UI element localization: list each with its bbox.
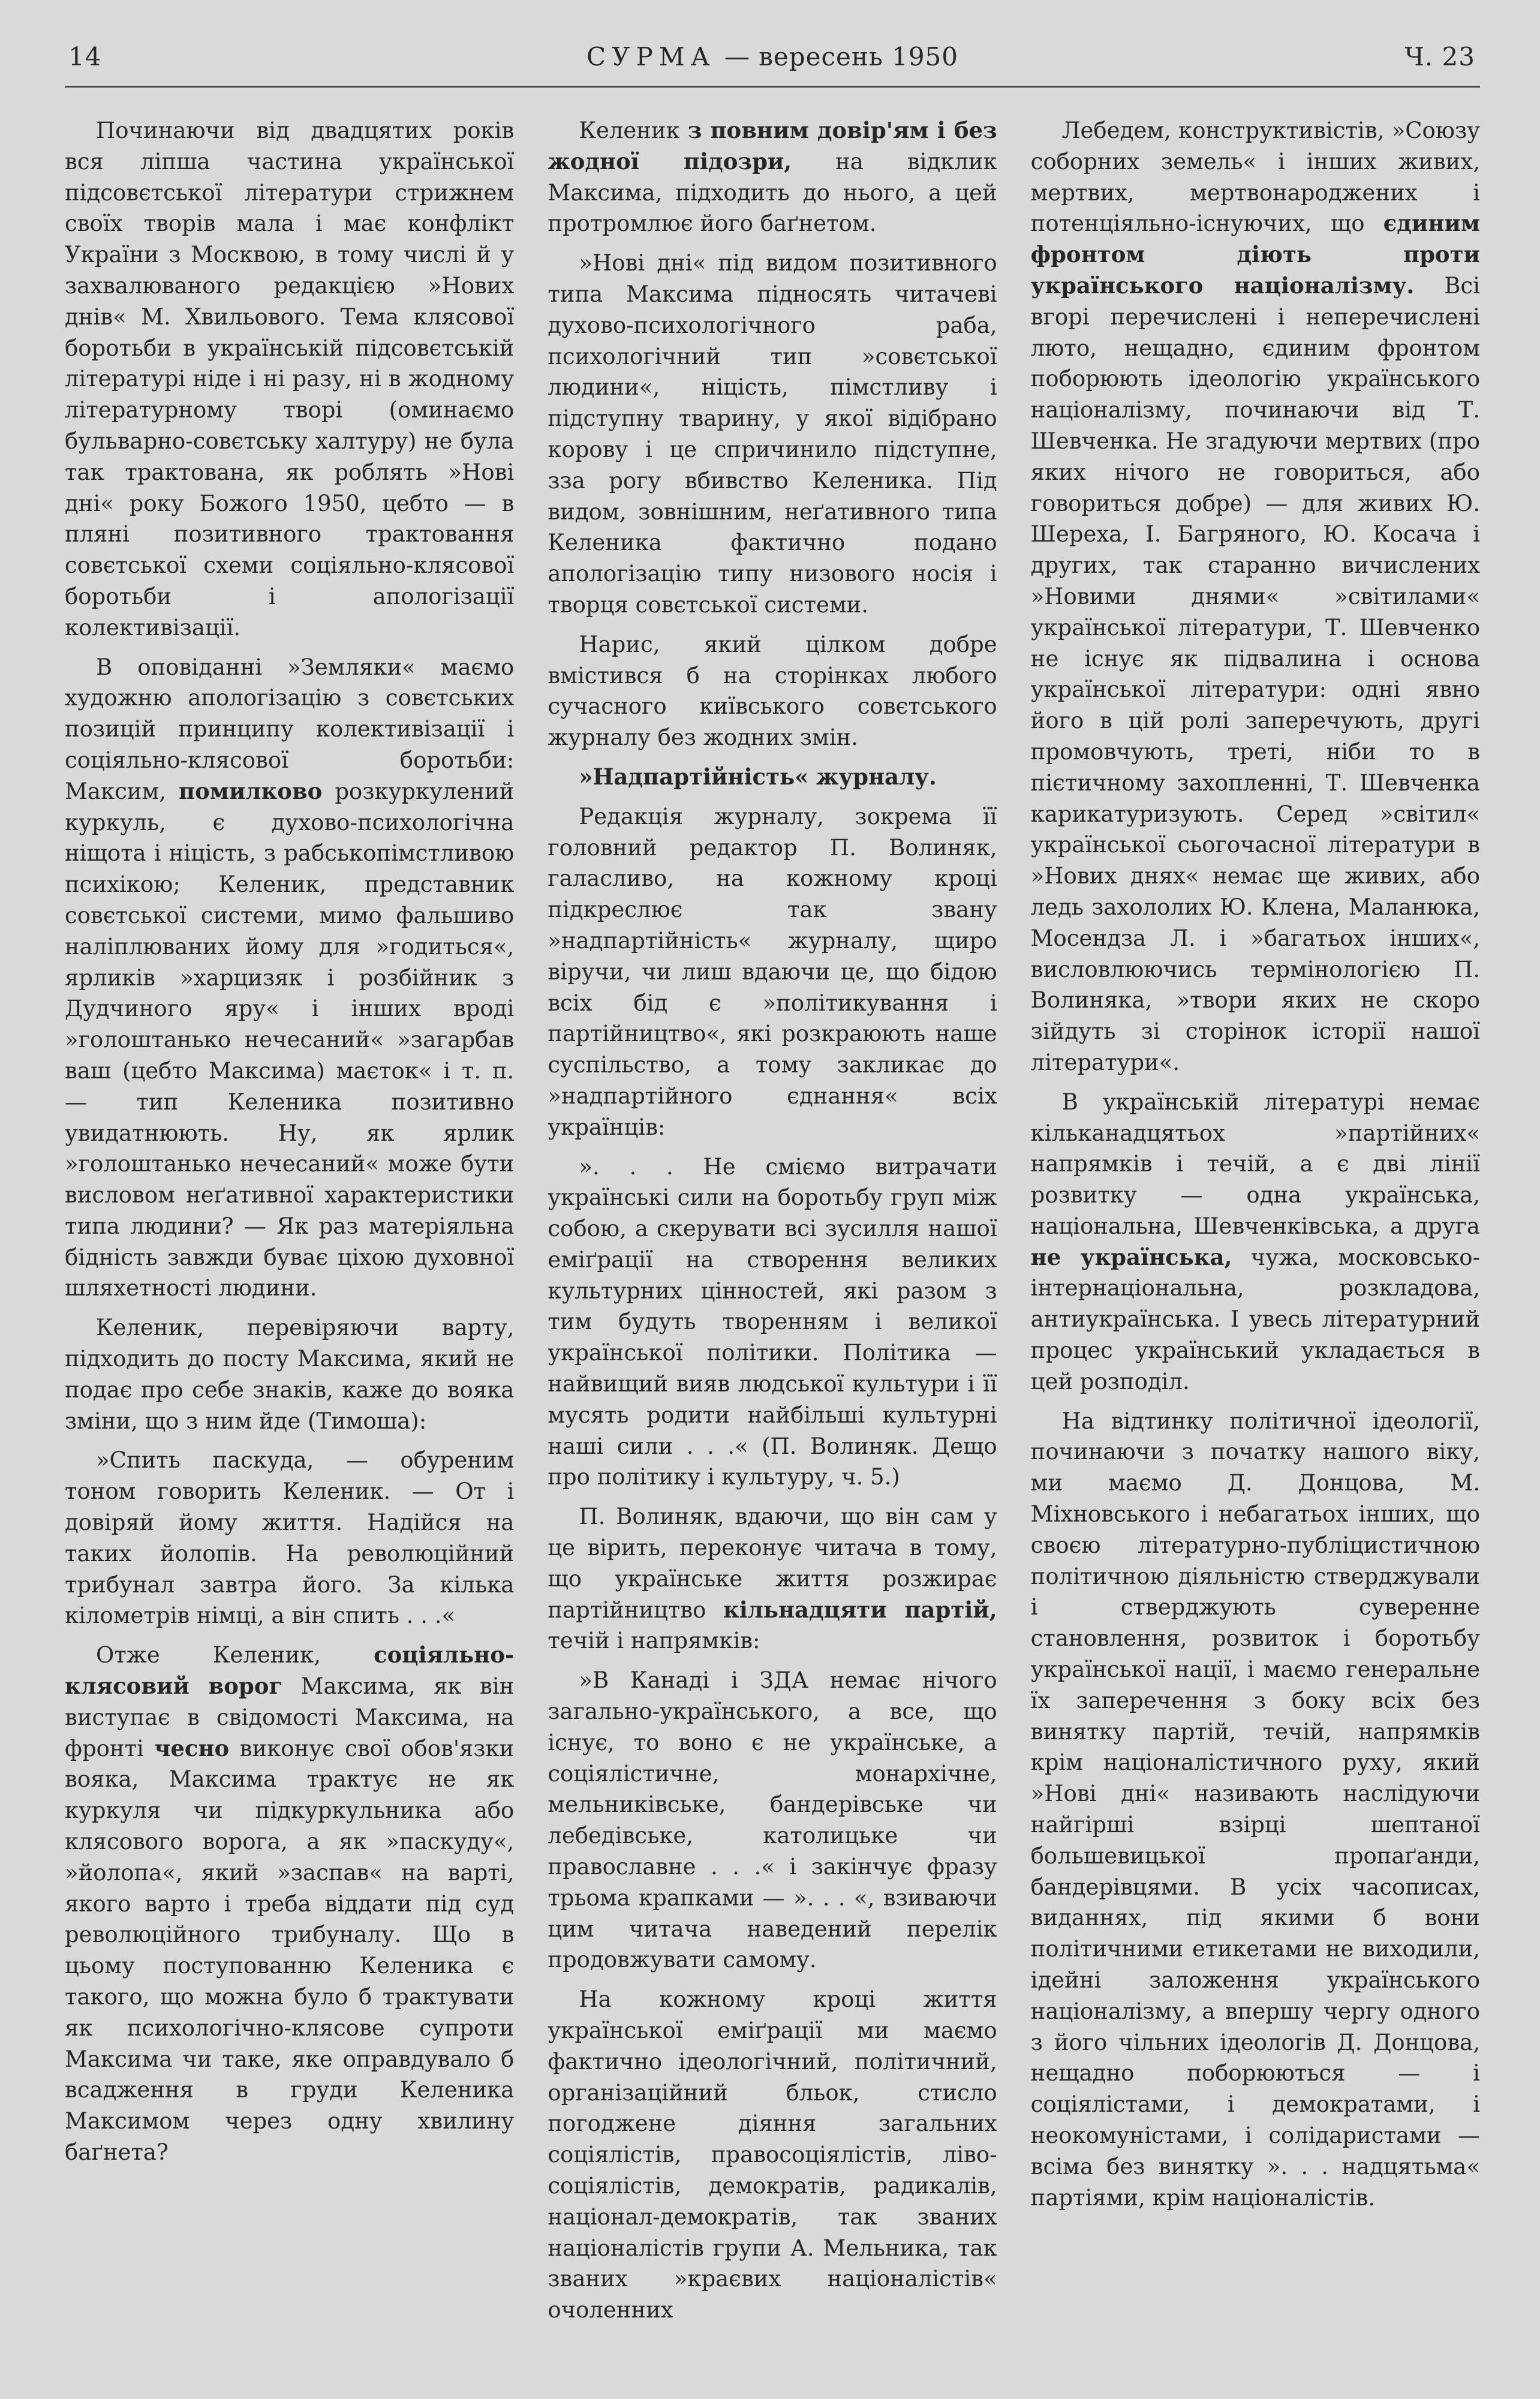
text-run: »В Канаді і ЗДА немає нічого загально-українського, а все, що існує, то воно є не українське, а соціялістичне, монархічне, мельниківське, бандерівське чи лебедівське, католицьке чи православне . . .« і закінчує фразу трьома крапками — ». . . «, взиваючи цим читача наведений перелік продовжувати самому.	[548, 1667, 997, 1973]
text-run: Починаючи від двадцятих років вся ліпша частина української підсовєтської літератури стрижнем своїх творів мала і має конфлікт України з Москвою, в тому числі й у захвалюваного редакцією »Нових днів« М. Хвильового. Тема клясової боротьби в українській підсовєтській літературі ніде і ні разу, ні в жодному літературному творі (оминаємо бульварно-совєтську халтуру) не була так трактована, як роблять »Нові дні« року Божого 1950, цебто — в пляні позитивного трактовання совєтської схеми соціяльно-клясової боротьби і апологізації колективізації.	[65, 118, 515, 641]
bold-text: помилково	[179, 777, 323, 804]
text-run: В українській літературі немає кільканадцятьох »партійних« напрямків і течій, а є дві лінії розвитку — одна українська, національна, Шевченківська, а друга	[1030, 1089, 1480, 1239]
paragraph	[65, 1640, 514, 2168]
text-run: В оповіданні »Земляки« маємо художню апологізацію з совєтських позицій принципу колективізації і соціяльно-клясової боротьби: Максим,	[65, 654, 515, 804]
text-run: На відтинку політичної ідеології, починаючи з початку нашого віку, ми маємо Д. Донцова, М. Міхновського і небагатьох інших, що своєю літературно-публіцистичною політичною діяльністю стверджували і стверджують суверенне становлення, розвиток і боротьбу української нації, і маємо генеральне їх заперечення з боку всіх без винятку партій, течій, напрямків крім націоналістичного руху, який »Нові дні« називають наслідуючи найгірші взірці шептаної большевицької пропаґанди, бандерівцями. В усіх часописах, виданнях, під якими б вони політичними етикетами не виходили, ідейні заложення українського націоналізму, а впершу чергу одного з його чільних ідеологів Д. Донцова, нещадно поборюються — і соціялістами, і демократами, і неокомуністами, і солідаристами — всіма без винятку ». . . надцятьма« партіями, крім націоналістів.	[1030, 1408, 1480, 2211]
text-run: »Нові дні« під видом позитивного типа Максима підносять читачеві духово-психологічного раба, психологічний тип »совєтської людини«, ніцість, пімстливу і підступну тварину, у якої відібрано корову і це спричинило підступне, зза рогу вбивство Келеника. Під видом, зовнішним, неґативного типа Келеника фактично подано апологізацію типу низового носія і творця совєтської системи.	[548, 250, 997, 618]
running-header	[65, 42, 1480, 84]
text-run: ». . . Не сміємо витрачати українські сили на боротьбу груп між собою, а скерувати всі зусилля нашої еміґрації на створення великих культурних цінностей, які разом з тим будуть творенням і великої української політики. Політика — найвищий вияв людської культури і її мусять родити найбільші культурні наші сили . . .« (П. Волиняк. Дещо про політику і культуру, ч. 5.)	[548, 1153, 997, 1490]
paragraph	[548, 248, 997, 621]
paragraph	[548, 1665, 997, 1976]
bold-text: чесно	[154, 1734, 230, 1761]
paragraph	[1031, 1087, 1480, 1397]
text-run: Отже Келеник,	[96, 1642, 374, 1669]
bold-text: соціяльно-клясовий ворог	[65, 1642, 515, 1700]
issue-date: — вересень 1950	[724, 42, 958, 71]
text-run: на відклик Максима, підходить до нього, а цей протромлює його баґнетом.	[548, 148, 997, 237]
paragraph	[1031, 115, 1480, 1078]
text-run: виконує свої обов'язки вояка, Максима трактує не як куркуля чи підкуркульника або клясового ворога, а як »паскуду«, »йолопа«, який »заспав« на варті, якого варто і треба віддати під суд революційного трибуналу. Що в цьому поступованню Келеника є такого, що можна було б трактувати як психологічно-клясове супроти Максима чи таке, яке оправдувало б всадження в груди Келеника Максимом через одну хвилину баґнета?	[65, 1735, 515, 2165]
column-1	[65, 115, 514, 2334]
page-number: 14	[68, 42, 102, 71]
issue-number: Ч. 23	[1404, 42, 1475, 71]
article-columns	[65, 115, 1480, 2334]
paragraph	[548, 762, 997, 793]
text-run: Келеник	[579, 118, 688, 143]
paragraph	[548, 1152, 997, 1493]
bold-text: кільнадцяти партій,	[723, 1596, 997, 1623]
paragraph	[548, 629, 997, 753]
text-run: Всі вгорі перечислені і неперечислені люто, нещадно, єдиним фронтом поборюють ідеологію українського націоналізму, починаючи від Т. Шевченка. Не згадуючи мертвих (про яких нічого не говориться, або говориться добре) — для живих Ю. Шереха, І. Багряного, Ю. Косача і других, так старанно вичислених »Новими днями« »світилами« української літератури, Т. Шевченко не існує як підвалина і основа української літератури: одні явно його в цій ролі заперечують, другі промовчують, треті, ніби то в пієтичному захопленні, Т. Шевченка карикатуризують. Серед »світил« української сьогочасної літератури в »Нових днях« немає ще живих, або ледь захололих Ю. Клена, Маланюка, Мосендза Л. і »багатьох інших«, висловлюючись термінологією П. Волиняка, »твори яких не скоро зійдуть зі сторінок історії нашої літератури«.	[1030, 272, 1480, 1075]
paragraph	[65, 115, 514, 644]
paragraph	[548, 1984, 997, 2326]
column-2	[548, 115, 997, 2334]
paragraph	[65, 1312, 514, 1436]
text-run: Лебедем, конструктивістів, »Союзу соборних земель« і інших живих, мертвих, мертвонароджених і потенціяльно-існуючих, що	[1030, 118, 1480, 237]
paragraph	[548, 115, 997, 239]
text-run: течій і напрямків:	[548, 1628, 760, 1654]
column-3	[1031, 115, 1480, 2334]
text-run: Келеник, перевіряючи варту, підходить до посту Максима, який не подає про себе знаків, каже до вояка зміни, що з ним йде (Тимоша):	[65, 1315, 515, 1434]
paragraph	[1031, 1406, 1480, 2214]
text-run: П. Волиняк, вдаючи, що він сам у це вірить, переконує читача в тому, що українське життя розжирає партійництво	[548, 1504, 997, 1623]
text-run: Максима, як він виступає в свідомості Максима, на фронті	[65, 1673, 515, 1761]
text-run: Нарис, який цілком добре вмістився б на сторінках любого сучасного київського совєтського журналу без жодних змін.	[548, 631, 997, 751]
bold-text: »Надпартійність« журналу.	[579, 763, 937, 790]
bold-text: єдиним фронтом діють проти українського націоналізму.	[1030, 210, 1480, 299]
paragraph	[65, 1445, 514, 1631]
text-run: чужа, московсько-інтернаціональна, розкладова, антиукраїнська. І увесь літературний процес український укладається в цей розподіл.	[1030, 1244, 1480, 1394]
header-rule	[65, 86, 1480, 88]
paragraph	[65, 652, 514, 1304]
text-run: »Спить паскуда, — обуреним тоном говорить Келеник. — От і довіряй йому життя. Надійся на таких йолопів. На революційний трибунал завтра його. За кілька кілометрів німці, а він спить . . .«	[65, 1447, 515, 1629]
publication-title	[65, 42, 1480, 71]
text-run: На кожному кроці життя української еміґрації ми маємо фактично ідеологічний, політичний, організаційний бльок, стисло погоджене діяння загальних соціялістів, правосоціялістів, ліво-соціялістів, демократів, радикалів, націонал-демократів, так званих націоналістів групи А. Мельника, так званих »краєвих націоналістів« очоленних	[548, 1986, 997, 2323]
text-run: розкуркулений куркуль, є духово-психологічна ніщота і ніцість, з рабськопімстливою психікою; Келеник, представник совєтської системи, мимо фальшиво наліплюваних йому для »годиться«, ярликів »харцизяк і розбійник з Дудчиного яру« і інших вроді »голоштанько нечесаний« »загарбав ваш (цебто Максима) маєток« і т. п. — тип Келеника позитивно увидатнюють. Ну, як ярлик »голоштанько нечесаний« може бути висловом неґативної характеристики типа людини? — Як раз матеріяльна бідність завжди буває ціхою духовної шляхетності людини.	[65, 778, 515, 1301]
bold-text: з повним довір'ям і без жодної підозри,	[548, 117, 997, 175]
text-run: Редакція журналу, зокрема її головний редактор П. Волиняк, галасливо, на кожному кроці підкреслює так звану »надпартійність« журналу, щиро віручи, чи лиш вдаючи це, що бідою всіх бід є »політикування і партійництво«, які розкраюють наше суспільство, а тому закликає до »надпартійного єднання« всіх українців:	[548, 803, 997, 1140]
paragraph	[548, 1501, 997, 1657]
masthead: СУРМА	[586, 42, 716, 71]
bold-text: не українська,	[1030, 1243, 1232, 1270]
paragraph	[548, 801, 997, 1143]
